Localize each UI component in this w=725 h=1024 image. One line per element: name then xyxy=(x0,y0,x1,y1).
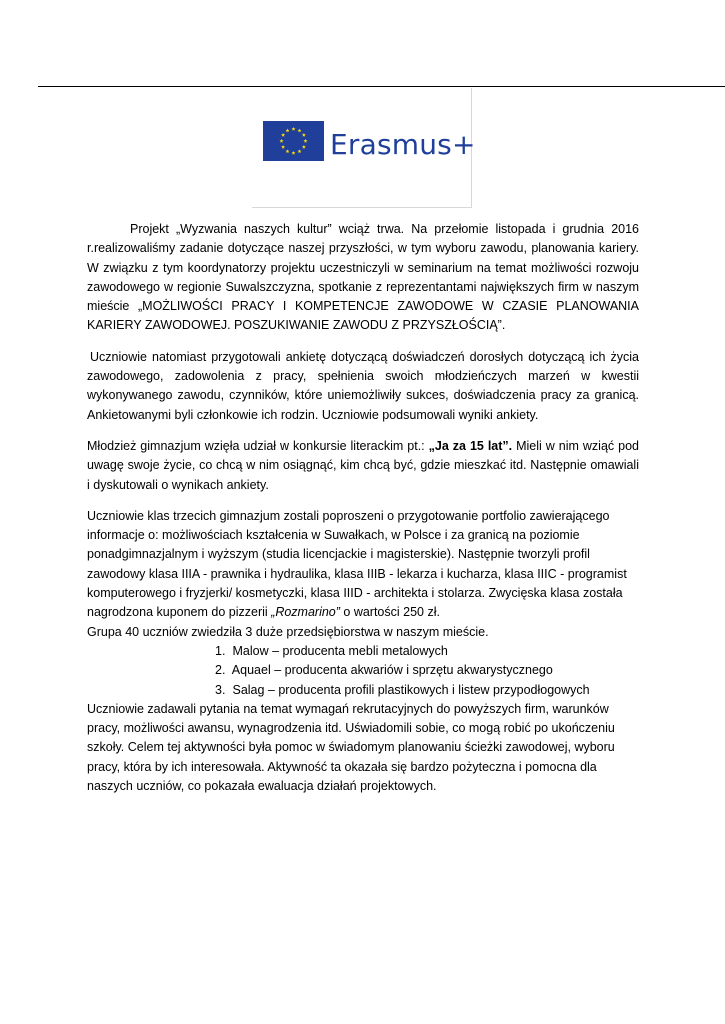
eu-flag-icon xyxy=(263,121,324,161)
list-item xyxy=(215,661,639,680)
paragraph-intro: Projekt „Wyzwania naszych kultur” wciąż trwa. Na przełomie listopada i grudnia 2016 r.realizowaliśmy zadanie dotyczące naszej przyszłości, w tym wyboru zawodu, planowania kariery. W związku z tym koordynatorzy projektu uczestniczyli w seminarium na temat możliwości rozwoju zawodowego w regionie Suwalszczyzna, spotkanie z reprezentantami największych firm w naszym mieście „MOŻLIWOŚCI PRACY I KOMPETENCJE ZAWODOWE W CZASIE PLANOWANIA KARIERY ZAWODOWEJ. POSZUKIWANIE ZAWODU Z PRZYSZŁOŚCIĄ”. xyxy=(87,222,639,333)
star-icon xyxy=(298,149,302,153)
star-icon xyxy=(286,129,290,133)
star-icon xyxy=(286,149,290,153)
list-number: 3. xyxy=(215,682,226,697)
contest-title: „Ja za 15 lat”. xyxy=(428,438,513,453)
star-icon xyxy=(281,133,285,137)
erasmus-wordmark: Erasmus+ xyxy=(330,128,476,161)
list-item xyxy=(215,681,639,700)
paragraph-portfolio xyxy=(87,507,639,623)
star-icon xyxy=(281,145,285,149)
star-icon xyxy=(292,127,296,131)
list-number: 2. xyxy=(215,663,226,678)
star-icon xyxy=(292,151,296,155)
list-text: Malow – producenta mebli metalowych xyxy=(232,643,448,658)
paragraph-summary: Uczniowie zadawali pytania na temat wymagań rekrutacyjnych do powyższych firm, warunków pracy, możliwości awansu, wynagrodzenia itd. Uświadomili sobie, co mogą robić po ukończeniu szkoły. Celem tej aktywności była pomoc w świadomym planowaniu ścieżki zawodowej, wyboru pracy, która by ich interesowała. Aktywność ta okazała się bardzo pożyteczna i pomocna dla naszych uczniów, co pokazała ewaluacja działań projektowych. xyxy=(87,701,615,794)
portfolio-text-b: o wartości 250 zł. xyxy=(339,605,440,620)
list-number: 1. xyxy=(215,643,226,658)
star-icon xyxy=(298,129,302,133)
article-body xyxy=(87,220,639,796)
star-icon xyxy=(304,139,308,143)
paragraph-survey: Uczniowie natomiast przygotowali ankietę dotyczącą doświadczeń dorosłych dotyczącą ich życia zawodowego, zadowolenia z pracy, spełnienia swoich młodzieńczych marzeń w kwestii wykonywanego zawodu, czynników, które uniemożliwiły sukces, doświadczenia pracy za granicą. Ankietowanymi byli członkowie ich rodzin. Uczniowie podsumowali wyniki ankiety. xyxy=(87,349,639,422)
contest-text-a: Młodzież gimnazjum wzięła udział w konkursie literackim pt.: xyxy=(87,438,429,453)
star-icon xyxy=(302,133,306,137)
list-text: Salag – producenta profili plastikowych i listew przypodłogowych xyxy=(232,682,590,697)
portfolio-text-a: Uczniowie klas trzecich gimnazjum zostali poproszeni o przygotowanie portfolio zawierającego informacje o: możliwościach kształcenia w Suwałkach, w Polsce i za granicą na poziomie ponadgimnazjalnym i wyższym (studia licencjackie i magisterskie). Następnie tworzyli profil zawodowy klasa IIIA - prawnika i hydraulika, klasa IIIB - lekarza i kucharza, klasa IIIC - programist komputerowego i fryzjerki/ kosmetyczki, klasa IIID - architekta i stolarza. Zwycięska klasa została nagrodzona kuponem do pizzerii xyxy=(87,508,627,620)
star-icon xyxy=(302,145,306,149)
paragraph-contest xyxy=(87,437,639,495)
list-item xyxy=(215,642,639,661)
star-icon xyxy=(280,139,284,143)
pizzeria-name: „Rozmarino” xyxy=(271,605,340,620)
company-list xyxy=(87,642,639,700)
erasmus-logo xyxy=(252,88,476,208)
header-rule xyxy=(38,86,725,87)
paragraph-visit: Grupa 40 uczniów zwiedziła 3 duże przedsiębiorstwa w naszym mieście. xyxy=(87,624,489,639)
contest-text-b: Mieli w nim wziąć pod uwagę swoje życie, co chcą w nim osiągnąć, kim chcą być, gdzie mieszkać itd. Następnie omawiali i dyskutowali o wynikach ankiety. xyxy=(87,438,639,492)
list-text: Aquael – producenta akwariów i sprzętu akwarystycznego xyxy=(231,663,553,678)
